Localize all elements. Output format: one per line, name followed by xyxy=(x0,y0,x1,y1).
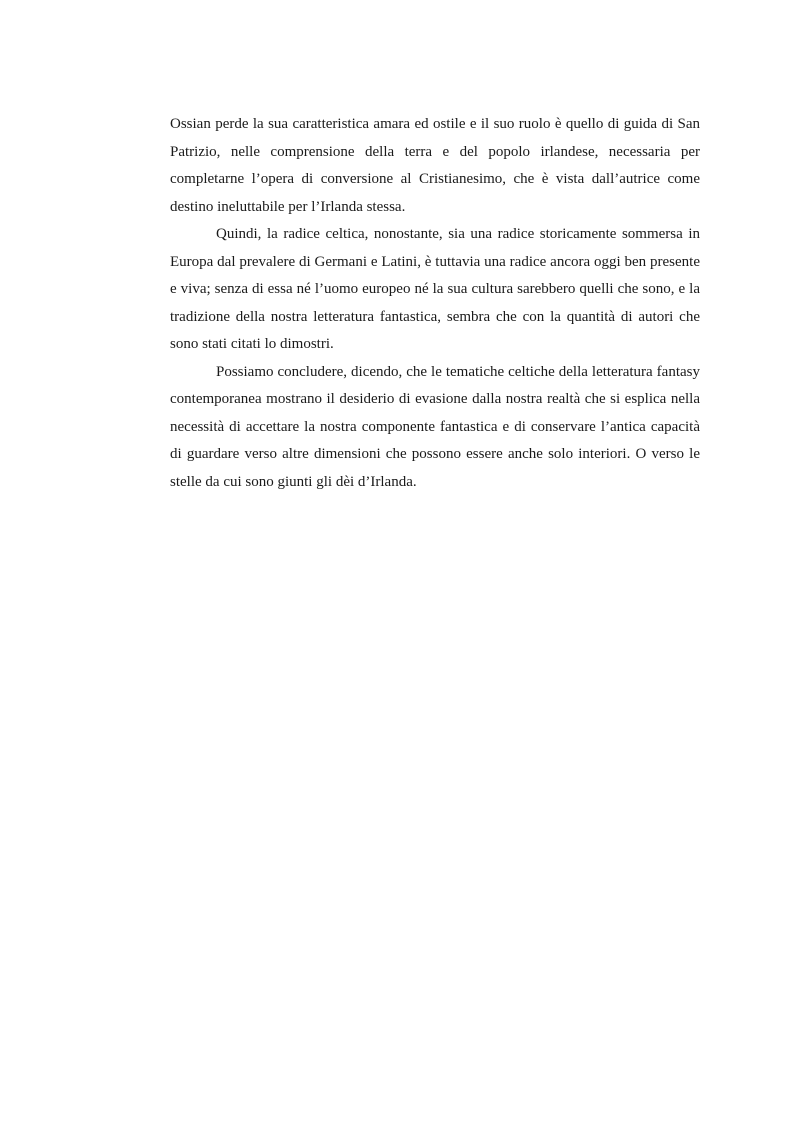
paragraph-2: Quindi, la radice celtica, nonostante, sia una radice storicamente sommersa in Europa dal prevalere di Germani e Latini, è tuttavia una radice ancora oggi ben presente e viva; senza di essa né l’uomo europeo né la sua cultura sarebbero quelli che sono, e la tradizione della nostra letteratura fantastica, sembra che con la quantità di autori che sono stati citati lo dimostri. xyxy=(170,226,700,352)
body-text xyxy=(170,111,700,496)
paragraph-1: Ossian perde la sua caratteristica amara ed ostile e il suo ruolo è quello di guida di San Patrizio, nelle comprensione della terra e del popolo irlandese, necessaria per completarne l’opera di conversione al Cristianesimo, che è vista dall’autrice come destino ineluttabile per l’Irlanda stessa. xyxy=(170,116,700,215)
paragraph-3: Possiamo concludere, dicendo, che le tematiche celtiche della letteratura fantasy contemporanea mostrano il desiderio di evasione dalla nostra realtà che si esplica nella necessità di accettare la nostra componente fantastica e di conservare l’antica capacità di guardare verso altre dimensioni che possono essere anche solo interiori. O verso le stelle da cui sono giunti gli dèi d’Irlanda. xyxy=(170,363,700,490)
